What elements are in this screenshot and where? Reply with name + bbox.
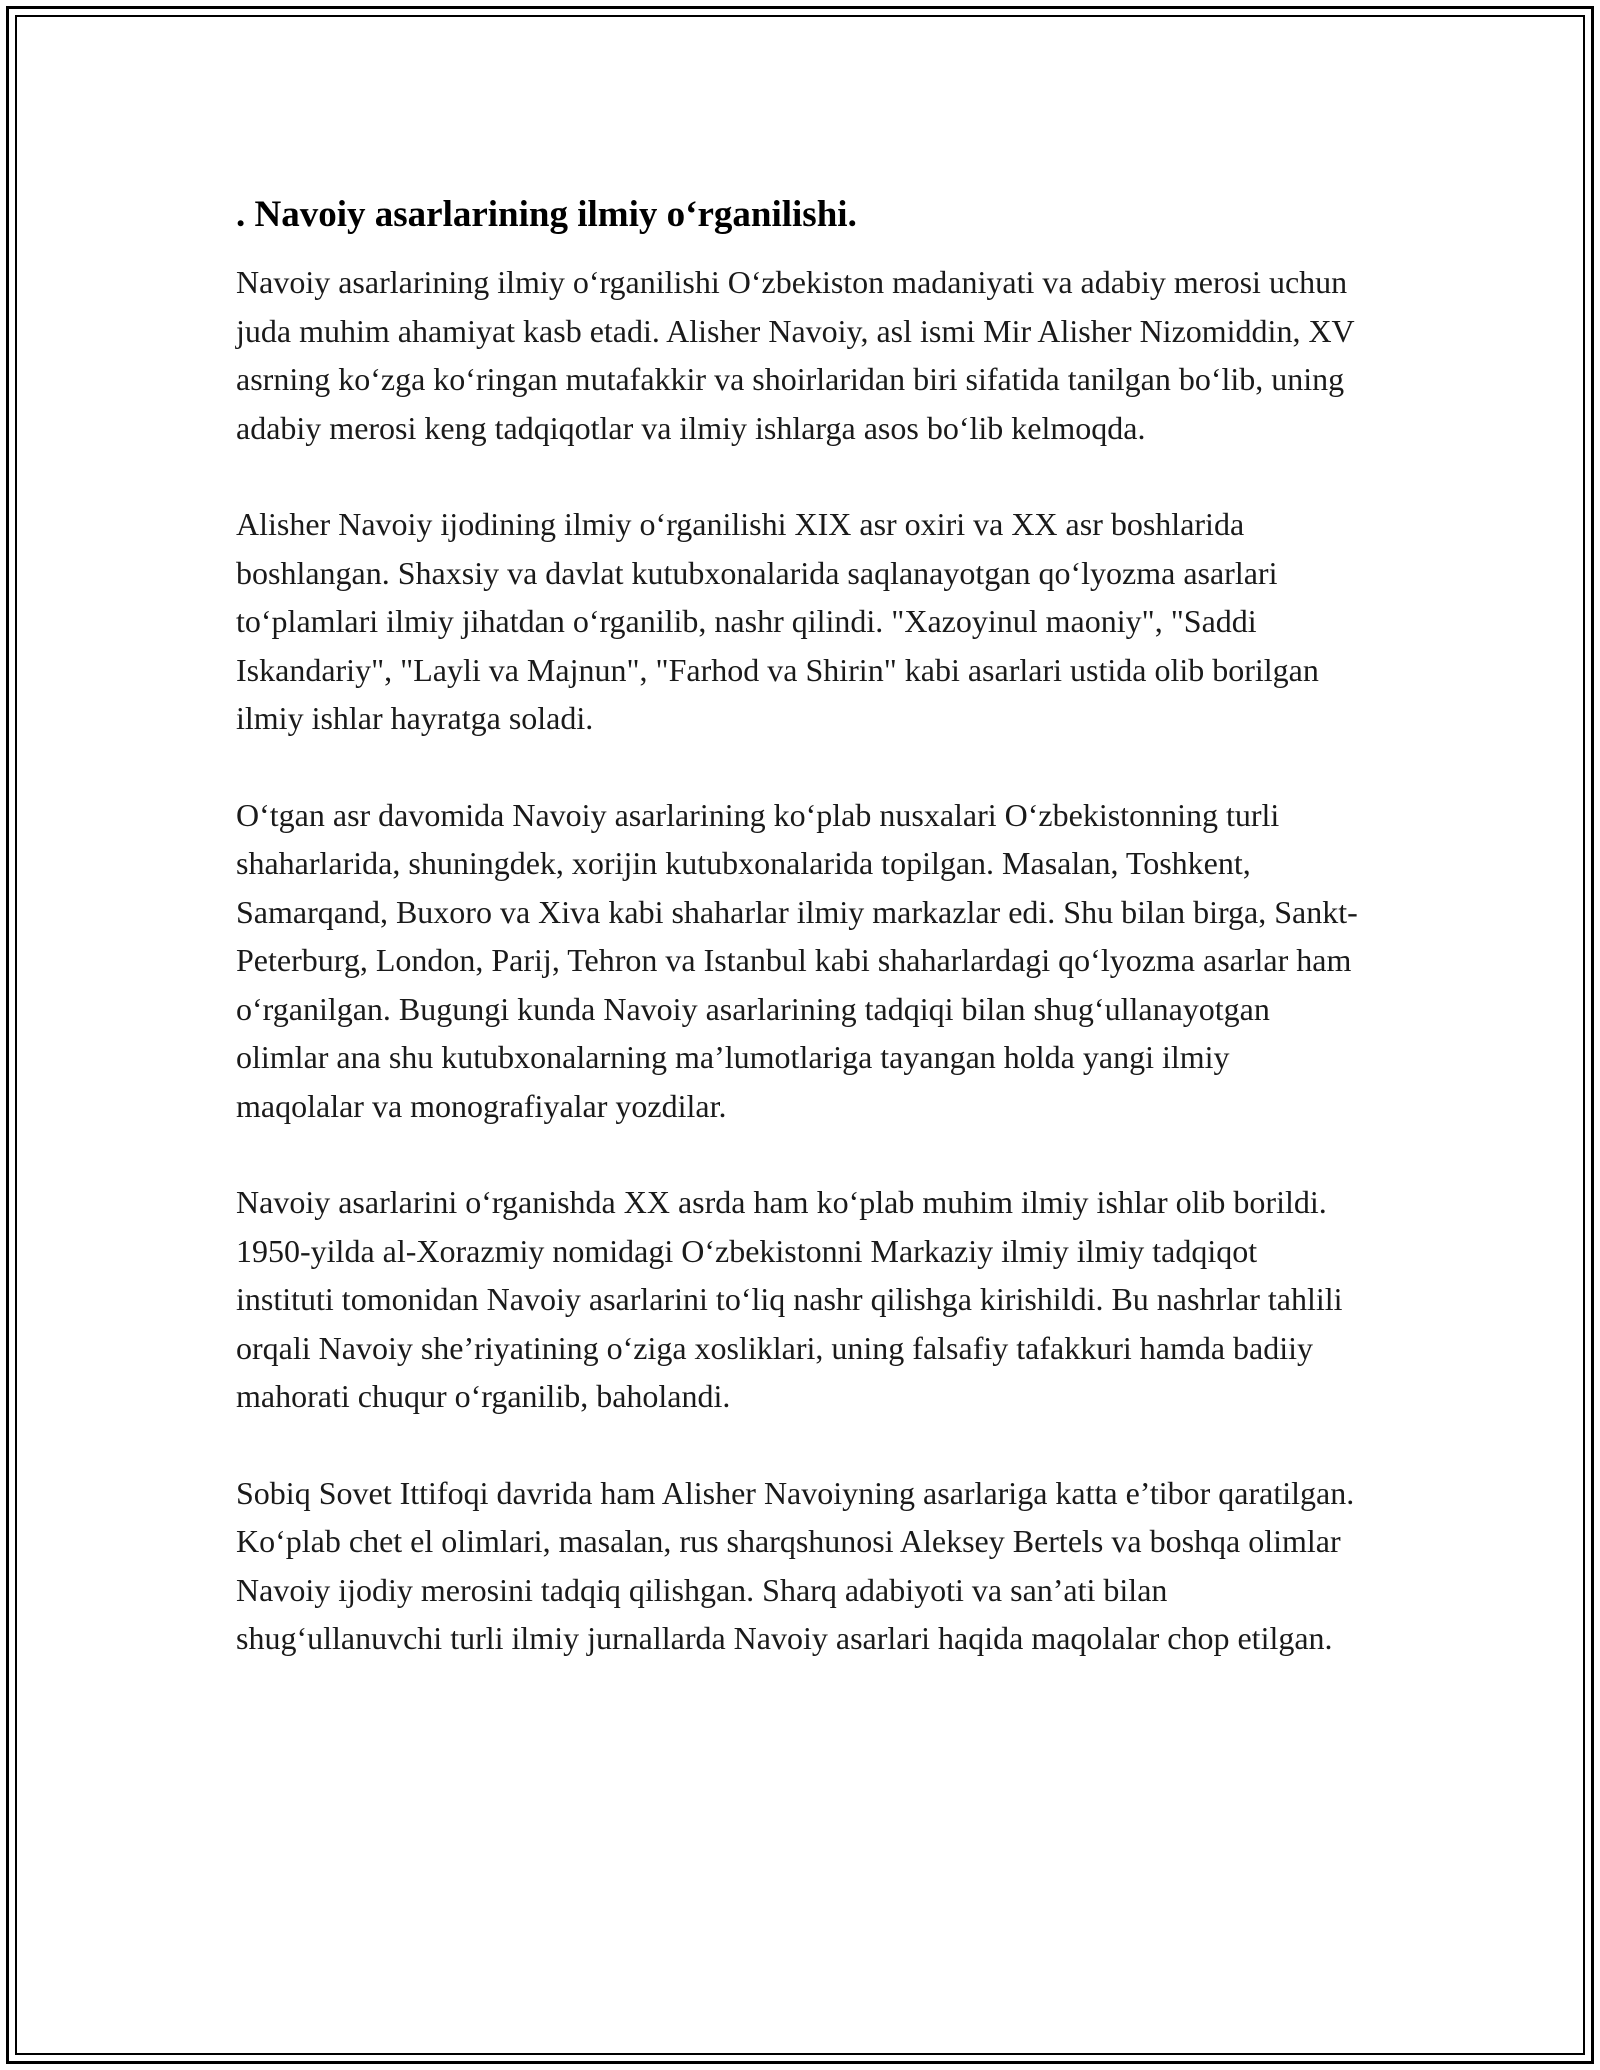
paragraph-4: Navoiy asarlarini o‘rganishda XX asrda ham ko‘plab muhim ilmiy ishlar olib borildi. 1950-yilda al-Xorazmiy nomidagi O‘zbekistonni Markaziy ilmiy ilmiy tadqiqot instituti tomonidan Navoiy asarlarini to‘liq nashr qilishga kirishildi. Bu nashrlar tahlili orqali Navoiy she’riyatining o‘ziga xosliklari, uning falsafiy tafakkuri hamda badiiy mahorati chuqur o‘rganilib, baholandi. [236, 1184, 1343, 1414]
paragraph-1: Navoiy asarlarining ilmiy o‘rganilishi O‘zbekiston madaniyati va adabiy merosi uchun juda muhim ahamiyat kasb etadi. Alisher Navoiy, asl ismi Mir Alisher Nizomiddin, XV asrning ko‘zga ko‘ringan mutafakkir va shoirlaridan biri sifatida tanilgan bo‘lib, uning adabiy merosi keng tadqiqotlar va ilmiy ishlarga asos bo‘lib kelmoqda. [236, 264, 1355, 446]
paragraph-3: O‘tgan asr davomida Navoiy asarlarining ko‘plab nusxalari O‘zbekistonning turli shaharlarida, shuningdek, xorijin kutubxonalarida topilgan. Masalan, Toshkent, Samarqand, Buxoro va Xiva kabi shaharlar ilmiy markazlar edi. Shu bilan birga, Sankt-Peterburg, London, Parij, Tehron va Istanbul kabi shaharlardagi qo‘lyozma asarlar ham o‘rganilgan. Bugungi kunda Navoiy asarlarining tadqiqi bilan shug‘ullanayotgan olimlar ana shu kutubxonalarning ma’lumotlariga tayangan holda yangi ilmiy maqolalar va monografiyalar yozdilar. [236, 796, 1358, 1124]
document-body [236, 188, 1361, 1711]
paragraph-2: Alisher Navoiy ijodining ilmiy o‘rganilishi XIX asr oxiri va XX asr boshlarida boshlangan. Shaxsiy va davlat kutubxonalarida saqlanayotgan qo‘lyozma asarlari to‘plamlari ilmiy jihatdan o‘rganilib, nashr qilindi. "Xazoyinul maoniy", "Saddi Iskandariy", "Layli va Majnun", "Farhod va Shirin" kabi asarlari ustida olib borilgan ilmiy ishlar hayratga soladi. [236, 506, 1319, 736]
document-title: . Navoiy asarlarining ilmiy o‘rganilishi. [236, 194, 857, 235]
paragraph-5: Sobiq Sovet Ittifoqi davrida ham Alisher Navoiyning asarlariga katta e’tibor qaratilgan. Ko‘plab chet el olimlari, masalan, rus sharqshunosi Aleksey Bertels va boshqa olimlar Navoiy ijodiy merosini tadqiq qilishgan. Sharq adabiyoti va san’ati bilan shug‘ullanuvchi turli ilmiy jurnallarda Navoiy asarlari haqida maqolalar chop etilgan. [236, 1474, 1355, 1656]
